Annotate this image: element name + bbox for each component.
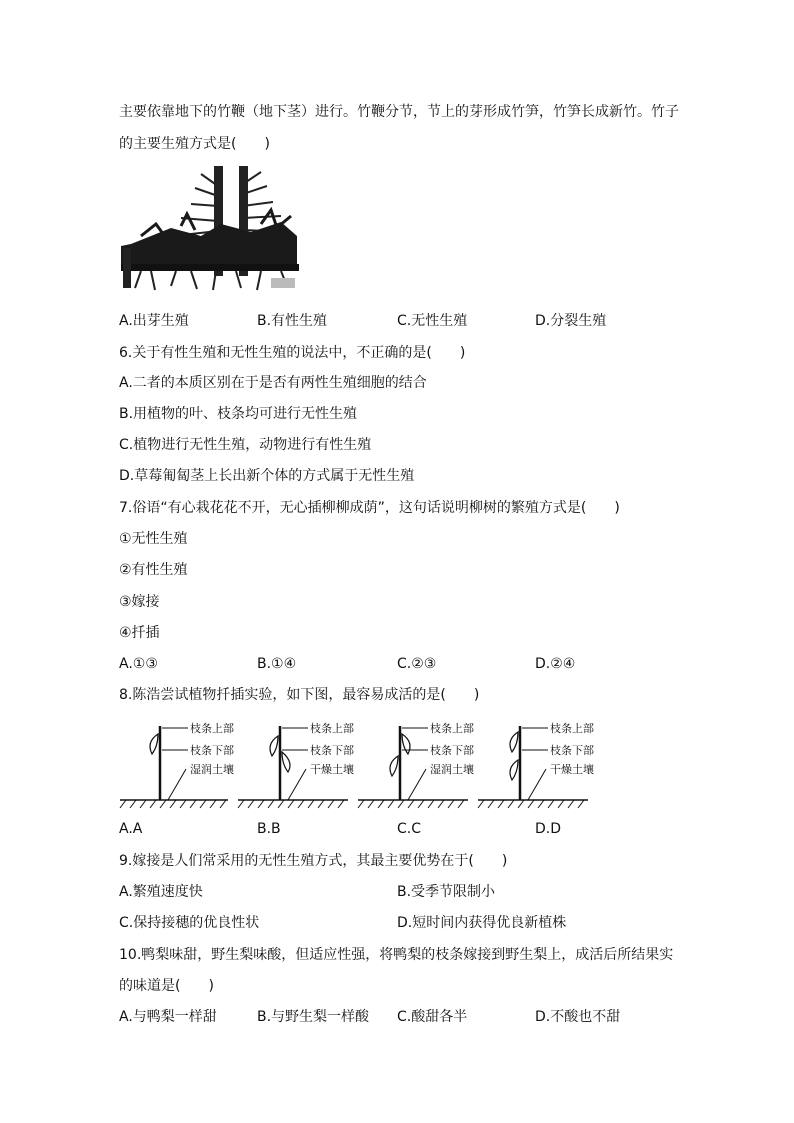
panel-d-label-top: 枝条上部 — [550, 722, 594, 735]
q8-option-b: B.B — [257, 821, 281, 837]
q7-item-4: ④扦插 — [119, 625, 160, 641]
q6-option-c: C.植物进行无性生殖，动物进行有性生殖 — [119, 437, 372, 453]
q7-option-c: C.②③ — [397, 656, 437, 672]
q10-stem-line2: 的味道是( ) — [119, 978, 214, 994]
q9-option-c: C.保持接穗的优良性状 — [119, 915, 260, 931]
q8-option-a: A.A — [119, 821, 143, 837]
q8-stem: 8.陈浩尝试植物扦插实验，如下图，最容易成活的是( ) — [119, 687, 480, 703]
q9-option-d: D.短时间内获得优良新植株 — [397, 915, 567, 931]
panel-c-label-top: 枝条上部 — [430, 722, 474, 735]
q10-option-b: B.与野生梨一样酸 — [257, 1009, 370, 1025]
panel-c-label-mid: 枝条下部 — [430, 744, 474, 757]
panel-a — [120, 721, 234, 808]
q7-stem: 7.俗语“有心栽花花不开，无心插柳柳成荫”，这句话说明柳树的繁殖方式是( ) — [119, 500, 620, 516]
q7-option-d: D.②④ — [535, 656, 576, 672]
q8-option-c: C.C — [397, 821, 422, 837]
q5-option-c: C.无性生殖 — [397, 313, 468, 329]
q9-stem: 9.嫁接是人们常采用的无性生殖方式，其最主要优势在于( ) — [119, 853, 508, 869]
panel-c — [358, 721, 474, 808]
q8-option-d: D.D — [535, 821, 562, 837]
q7-option-a: A.①③ — [119, 656, 158, 672]
q6-stem: 6.关于有性生殖和无性生殖的说法中，不正确的是( ) — [119, 345, 466, 361]
bamboo-rhizome-photo — [121, 166, 299, 292]
panel-b — [238, 721, 354, 808]
cutting-experiment-diagram — [118, 720, 598, 810]
q5-stem-line1: 主要依靠地下的竹鞭（地下茎）进行。竹鞭分节，节上的芽形成竹笋，竹笋长成新竹。竹子 — [119, 104, 679, 120]
q9-option-a: A.繁殖速度快 — [119, 884, 203, 900]
panel-c-label-soil: 湿润土壤 — [430, 763, 474, 776]
q5-option-a: A.出芽生殖 — [119, 313, 189, 329]
panel-b-label-soil: 干燥土壤 — [310, 763, 354, 776]
q7-item-2: ②有性生殖 — [119, 562, 188, 578]
q10-option-a: A.与鸭梨一样甜 — [119, 1009, 217, 1025]
panel-a-label-soil: 湿润土壤 — [190, 763, 234, 776]
q10-option-c: C.酸甜各半 — [397, 1009, 468, 1025]
panel-b-label-top: 枝条上部 — [310, 722, 354, 735]
panel-b-label-mid: 枝条下部 — [310, 744, 354, 757]
q10-option-d: D.不酸也不甜 — [535, 1009, 621, 1025]
q5-option-b: B.有性生殖 — [257, 313, 328, 329]
panel-d-label-soil: 干燥土壤 — [550, 763, 594, 776]
q10-stem-line1: 10.鸭梨味甜，野生梨味酸，但适应性强，将鸭梨的枝条嫁接到野生梨上，成活后所结果实 — [119, 947, 674, 963]
q5-stem-line2: 的主要生殖方式是( ) — [119, 136, 270, 152]
q5-option-d: D.分裂生殖 — [535, 313, 607, 329]
panel-d-label-mid: 枝条下部 — [550, 744, 594, 757]
q9-option-b: B.受季节限制小 — [397, 884, 496, 900]
q7-item-1: ①无性生殖 — [119, 531, 188, 547]
q7-option-b: B.①④ — [257, 656, 297, 672]
q6-option-d: D.草莓匍匐茎上长出新个体的方式属于无性生殖 — [119, 468, 415, 484]
panel-d — [478, 721, 594, 808]
panel-a-label-top: 枝条上部 — [190, 722, 234, 735]
q6-option-a: A.二者的本质区别在于是否有两性生殖细胞的结合 — [119, 375, 427, 391]
q7-item-3: ③嫁接 — [119, 594, 160, 610]
panel-a-label-mid: 枝条下部 — [190, 744, 234, 757]
q6-option-b: B.用植物的叶、枝条均可进行无性生殖 — [119, 406, 358, 422]
